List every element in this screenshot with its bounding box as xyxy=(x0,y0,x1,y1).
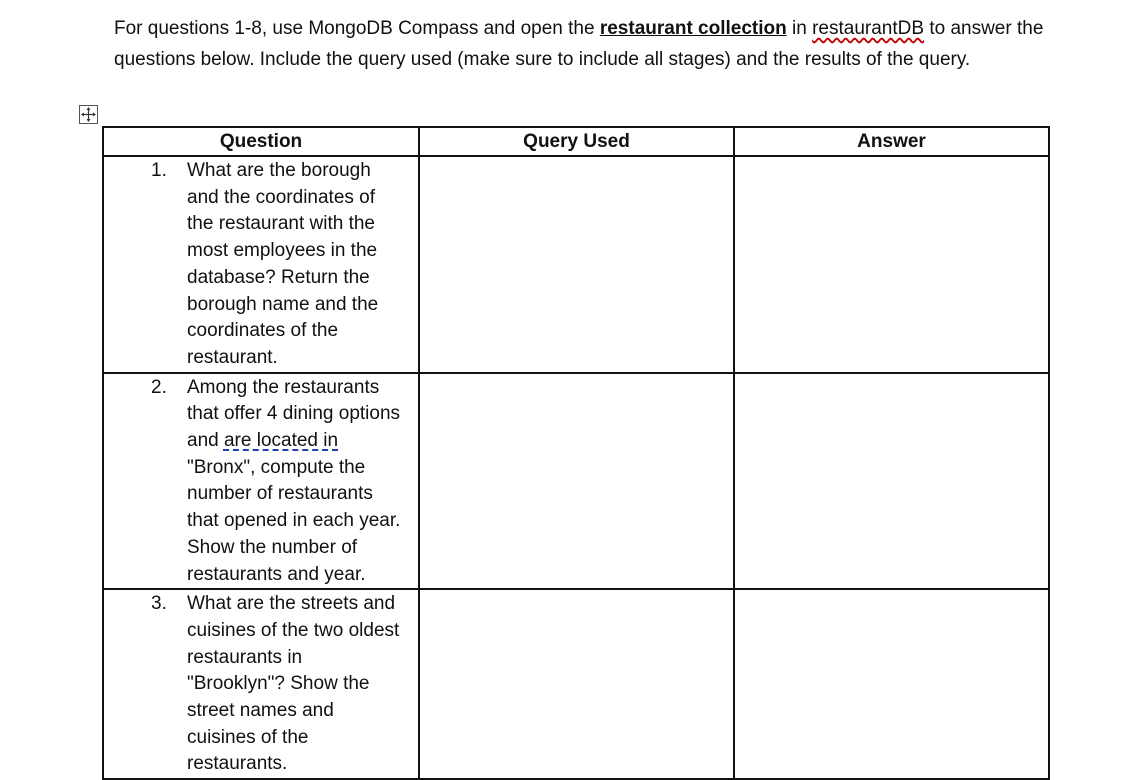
question-text: What are the borough and the coordinates of the restaurant with the most employees in the database? Return the borough name and the coordinates of the restaurant. xyxy=(187,160,379,368)
question-cell[interactable] xyxy=(103,373,419,590)
table-row xyxy=(103,373,1049,590)
table-header-row xyxy=(103,127,1049,156)
query-cell[interactable] xyxy=(419,589,734,779)
answer-cell[interactable] xyxy=(734,373,1049,590)
question-text-part: Among the restaurants that offer 4 dining options and xyxy=(187,376,401,452)
questions-table xyxy=(102,126,1050,780)
table-row xyxy=(103,589,1049,779)
question-cell[interactable] xyxy=(103,156,419,373)
query-cell[interactable] xyxy=(419,156,734,373)
database-name: restaurantDB xyxy=(812,18,925,39)
query-cell[interactable] xyxy=(419,373,734,590)
answer-cell[interactable] xyxy=(734,589,1049,779)
table-row xyxy=(103,156,1049,373)
question-number: 2. xyxy=(151,376,167,398)
header-answer: Answer xyxy=(734,127,1049,156)
grammar-flag-underline: are located in xyxy=(223,430,339,452)
question-text xyxy=(187,374,403,589)
question-text: What are the streets and cuisines of the two oldest restaurants in "Brooklyn"? Show the street names and cuisines of the restaurants. xyxy=(187,593,400,775)
question-text-part: "Bronx", compute the number of restaurants that opened in each year. Show the number of restaurants and year. xyxy=(187,456,401,585)
answer-cell[interactable] xyxy=(734,156,1049,373)
restaurant-collection-link[interactable]: restaurant collection xyxy=(599,18,787,39)
instructions-text-2: in xyxy=(786,18,813,39)
instructions-paragraph xyxy=(114,13,1074,75)
table-move-handle-icon[interactable] xyxy=(79,105,98,124)
instructions-text-3: to answer the questions below. Include the query used (make sure to include all stages) and the results of the query. xyxy=(114,18,1044,70)
header-query-used: Query Used xyxy=(419,127,734,156)
question-number: 1. xyxy=(151,160,167,181)
header-question: Question xyxy=(103,127,419,156)
question-cell[interactable] xyxy=(103,589,419,779)
question-number: 3. xyxy=(151,593,167,615)
instructions-text-1: For questions 1-8, use MongoDB Compass and open the xyxy=(114,18,600,39)
